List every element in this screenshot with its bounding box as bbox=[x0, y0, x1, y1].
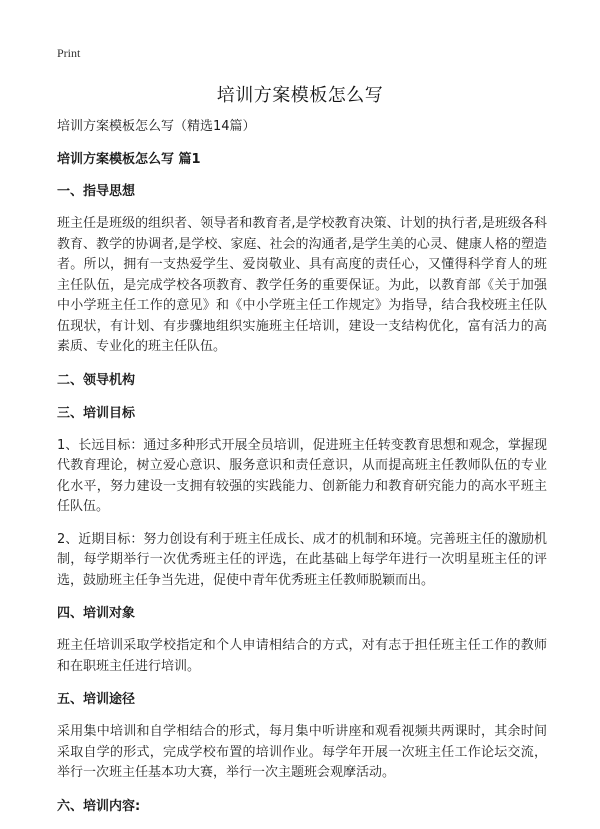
section-training-approach bbox=[57, 689, 547, 784]
section-training-goals bbox=[57, 403, 547, 592]
page-title: 培训方案模板怎么写 bbox=[216, 85, 384, 106]
section-heading: 六、培训内容: bbox=[57, 798, 141, 814]
section-training-content bbox=[57, 796, 547, 818]
section-heading: 四、培训对象 bbox=[57, 606, 136, 621]
paragraph: 2、近期目标：努力创设有利于班主任成长、成才的机制和环境。完善班主任的激励机制，每学期举行一次优秀班主任的评选，在此基础上每学年进行一次明星班主任的评选，鼓励班主任争当先进，促使中青年优秀班主任教师脱颖而出。 bbox=[57, 531, 547, 588]
part-heading: 培训方案模板怎么写 篇1 bbox=[57, 152, 201, 167]
paragraph: 班主任培训采取学校指定和个人申请相结合的方式，对有志于担任班主任工作的教师和在职班主任进行培训。 bbox=[57, 638, 547, 674]
paragraph: 1、长远目标：通过多种形式开展全员培训，促进班主任转变教育思想和观念，掌握现代教育理论，树立爱心意识、服务意识和责任意识，从而提高班主任教师队伍的专业化水平，努力建设一支拥有较强的实践能力、创新能力和教育研究能力的高水平班主任队伍。 bbox=[57, 437, 547, 514]
section-training-targets bbox=[57, 603, 547, 677]
document-subtitle: 培训方案模板怎么写（精选14篇） bbox=[57, 119, 256, 134]
section-heading: 二、领导机构 bbox=[57, 372, 136, 388]
section-leadership bbox=[57, 370, 547, 392]
paragraph: 班主任是班级的组织者、领导者和教育者,是学校教育决策、计划的执行者,是班级各科教育、教学的协调者,是学校、家庭、社会的沟通者,是学生美的心灵、健康人格的塑造者。所以，拥有一支热爱学生、爱岗敬业、具有高度的责任心，又懂得科学育人的班主任队伍，是完成学校各项教育、教学任务的重要保证。为此，以教育部《关于加强中小学班主任工作的意见》和《中小学班主任工作规定》为指导，结合我校班主任队伍现状，有计划、有步骤地组织实施班主任培训，建设一支结构优化，富有活力的高素质、专业化的班主任队伍。 bbox=[57, 216, 547, 354]
paragraph: 采用集中培训和自学相结合的形式，每月集中听讲座和观看视频共两课时，其余时间采取自学的形式，完成学校布置的培训作业。每学年开展一次班主任工作论坛交流，举行一次班主任基本功大赛，举行一次主题班会观摩活动。 bbox=[57, 724, 547, 780]
document-body bbox=[57, 116, 547, 829]
section-heading: 一、指导思想 bbox=[57, 184, 136, 199]
section-guiding-thought bbox=[57, 181, 547, 358]
section-heading: 三、培训目标 bbox=[57, 405, 136, 421]
print-label[interactable]: Print bbox=[57, 46, 81, 60]
section-heading: 五、培训途径 bbox=[57, 692, 136, 707]
